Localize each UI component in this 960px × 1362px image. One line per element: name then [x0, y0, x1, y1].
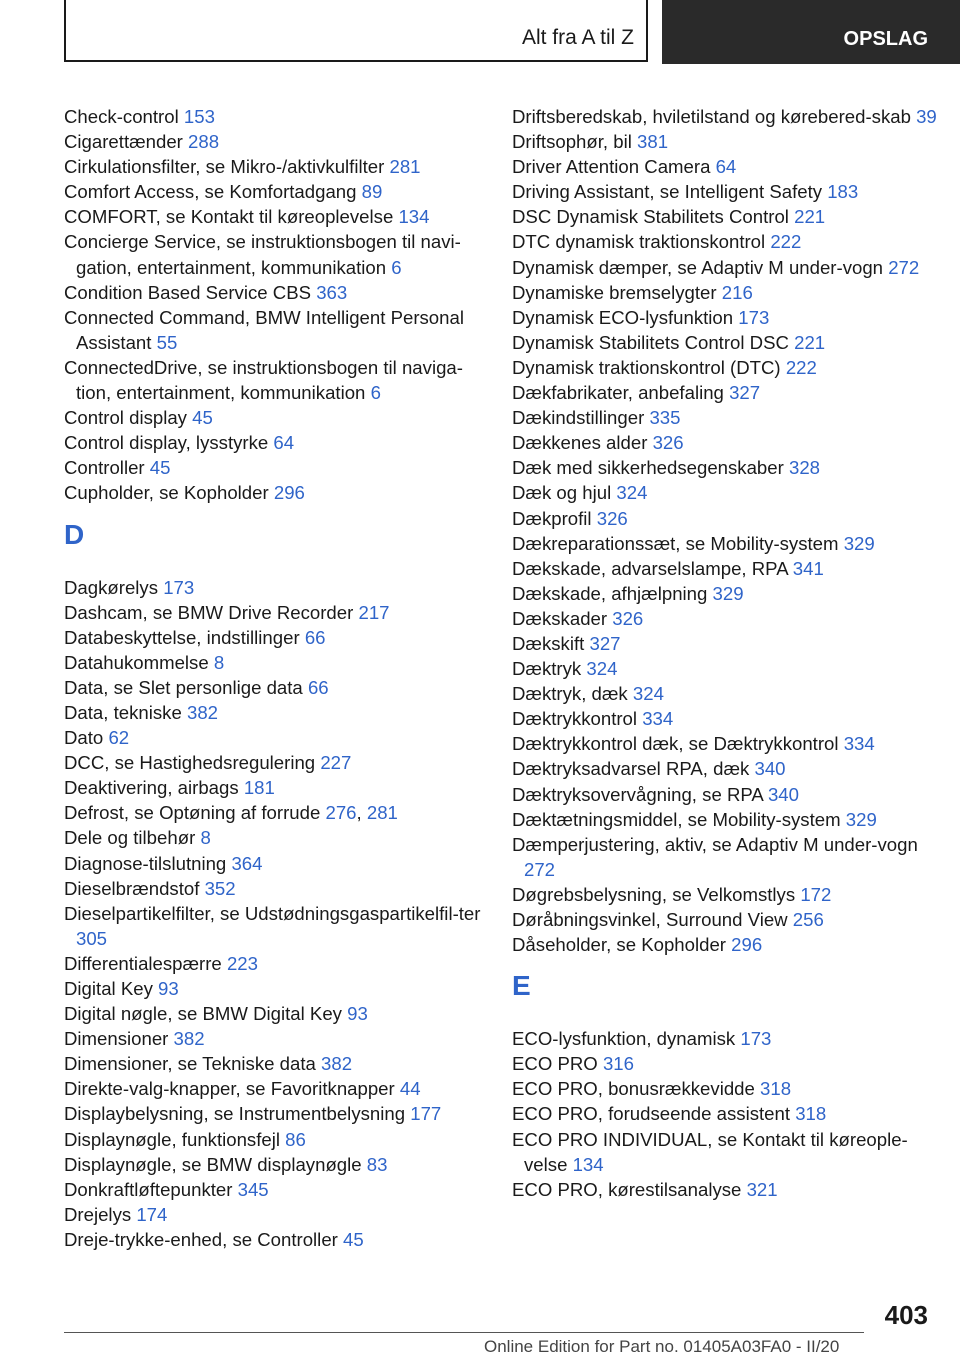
- page-reference-link[interactable]: 324: [586, 658, 618, 680]
- index-entry: [64, 650, 484, 675]
- index-entry: [512, 204, 942, 229]
- page-reference-link[interactable]: 134: [572, 1153, 604, 1175]
- page-reference-link[interactable]: 45: [343, 1228, 364, 1250]
- index-entry-term: Defrost, se Optøning af forrude: [64, 802, 321, 824]
- index-entry-term: Dækfabrikater, anbefaling: [512, 382, 724, 404]
- page-reference-link[interactable]: 329: [843, 532, 875, 554]
- index-entry: [512, 832, 942, 882]
- index-entry-term: Differentialespærre: [64, 952, 222, 974]
- index-entry-term: Dimensioner: [64, 1028, 169, 1050]
- index-entry-term: Dæmperjustering, aktiv, se Adaptiv M under‐vogn: [512, 833, 918, 855]
- index-entry: [512, 330, 942, 355]
- page-reference-link[interactable]: 318: [760, 1078, 792, 1100]
- index-entry: [64, 179, 484, 204]
- index-entry-term: Driftsberedskab, hviletilstand og kørebered‐skab: [512, 106, 911, 127]
- index-entry: [512, 455, 942, 480]
- page-reference-link[interactable]: 227: [320, 752, 352, 774]
- index-entry-term: Comfort Access, se Komfortadgang: [64, 181, 357, 203]
- index-entry-term: Dækreparationssæt, se Mobility-system: [512, 532, 839, 554]
- page-reference-link[interactable]: 288: [188, 131, 220, 153]
- index-entry: [64, 1026, 484, 1051]
- page-reference-link[interactable]: 340: [767, 783, 799, 805]
- index-entry: [512, 480, 942, 505]
- page-reference-link[interactable]: 8: [213, 651, 225, 673]
- page-reference-link[interactable]: 222: [785, 356, 817, 378]
- page-reference-link[interactable]: 335: [649, 407, 681, 429]
- index-entry: [512, 756, 942, 781]
- index-entry-term: COMFORT, se Kontakt til køreoplevelse: [64, 206, 394, 228]
- page-reference-link[interactable]: 134: [398, 206, 430, 228]
- index-entry: [64, 204, 484, 229]
- page-reference-link[interactable]: 316: [602, 1053, 634, 1075]
- page-reference-link[interactable]: 6: [391, 256, 402, 278]
- index-entry-term: Dagkørelys: [64, 576, 159, 598]
- page-reference-link[interactable]: 221: [794, 206, 826, 228]
- page-reference-link[interactable]: 39: [916, 106, 937, 127]
- index-entry-term: Dæk og hjul: [512, 482, 612, 504]
- page-reference-link[interactable]: 381: [637, 131, 669, 153]
- index-entry: [64, 355, 484, 405]
- index-entry: [64, 280, 484, 305]
- index-entry-term: Cirkulationsfilter, se Mikro-/aktivkulfilter: [64, 156, 385, 178]
- index-entry-term: Dæk med sikkerhedsegenskaber: [512, 457, 784, 479]
- index-entry-term: Dæktrykkontrol dæk, se Dæktrykkontrol: [512, 733, 839, 755]
- index-entry: [512, 179, 942, 204]
- index-entry-term: Data, se Slet personlige data: [64, 676, 303, 698]
- index-entry-term: Drejelys: [64, 1203, 132, 1225]
- index-entry-term: Driftsophør, bil: [512, 131, 632, 153]
- header-chapter-tab: [662, 0, 960, 64]
- index-entry: [512, 1026, 942, 1051]
- index-entry: [64, 775, 484, 800]
- index-entry-term: Dækskader: [512, 607, 608, 629]
- page-reference-link[interactable]: 181: [243, 777, 275, 799]
- index-entry: [64, 825, 484, 850]
- page-reference-link[interactable]: 64: [715, 156, 737, 178]
- index-entry-term: Displaynøgle, funktionsfejl: [64, 1128, 280, 1150]
- index-entry: [512, 1177, 942, 1202]
- index-entry-term: Dækskade, afhjælpning: [512, 582, 708, 604]
- index-entry: [512, 305, 942, 330]
- index-entry: [64, 976, 484, 1001]
- index-entry-term: Dækskade, advarselslampe, RPA: [512, 557, 788, 579]
- index-entry-term: Dieselpartikelfilter, se Udstødningsgaspartikelfil‐ter: [64, 902, 481, 924]
- page-reference-link[interactable]: 6: [370, 382, 381, 404]
- index-entry-term: DSC Dynamisk Stabilitets Control: [512, 206, 789, 228]
- index-entry: [64, 455, 484, 480]
- index-entry-term: Dækskift: [512, 632, 585, 654]
- index-entry: [512, 731, 942, 756]
- index-entry: [512, 581, 942, 606]
- page-reference-link[interactable]: 66: [304, 626, 326, 648]
- page-reference-link[interactable]: 83: [366, 1153, 388, 1175]
- index-entry: [64, 600, 484, 625]
- index-entry-term: Data, tekniske: [64, 701, 182, 723]
- index-entry-term: Concierge Service, se instruktionsbogen til navi‐gation, entertainment, kommunikation: [64, 231, 461, 278]
- index-entry: [512, 1101, 942, 1126]
- index-entry: [512, 355, 942, 380]
- index-entry-term: Dynamisk ECO-lysfunktion: [512, 306, 734, 328]
- index-entry: [512, 631, 942, 656]
- index-entry-term: Dæktryksadvarsel RPA, dæk: [512, 758, 750, 780]
- page-reference-link[interactable]: 256: [792, 909, 824, 930]
- index-entry: [64, 430, 484, 455]
- index-entry-term: Displaybelysning, se Instrumentbelysning: [64, 1103, 406, 1125]
- index-entry-term: Dæktrykkontrol: [512, 708, 638, 730]
- page-reference-link[interactable]: 329: [712, 582, 744, 604]
- index-entry: [64, 876, 484, 901]
- index-entry-term: Dæktætningsmiddel, se Mobility-system: [512, 808, 841, 830]
- page-reference-link[interactable]: 345: [237, 1178, 269, 1200]
- index-entry-term: Cigarettænder: [64, 131, 183, 153]
- index-entry: [64, 1076, 484, 1101]
- page-reference-link[interactable]: 382: [187, 701, 219, 723]
- index-entry-term: Dato: [64, 727, 104, 749]
- index-entry: [512, 932, 942, 957]
- index-entry: [512, 656, 942, 681]
- index-entry: [64, 700, 484, 725]
- footer-divider: [64, 1332, 864, 1333]
- page-reference-link[interactable]: 324: [632, 683, 664, 705]
- page-reference-link[interactable]: 382: [321, 1053, 353, 1075]
- index-entry: [512, 154, 942, 179]
- index-entry: [64, 750, 484, 775]
- index-entry: [64, 725, 484, 750]
- index-entry: [512, 430, 942, 455]
- index-entry: [512, 405, 942, 430]
- index-entry: [64, 129, 484, 154]
- page-reference-link[interactable]: 177: [410, 1103, 442, 1125]
- index-entry-term: Digital Key: [64, 978, 153, 999]
- index-entry: [64, 305, 484, 355]
- index-entry-term: Databeskyttelse, indstillinger: [64, 626, 300, 648]
- index-entry: [64, 480, 484, 505]
- index-entry-term: Dynamisk traktionskontrol (DTC): [512, 356, 781, 378]
- index-entry: [64, 675, 484, 700]
- page-reference-link[interactable]: 8: [200, 827, 211, 849]
- page-reference-link[interactable]: 340: [754, 758, 786, 780]
- index-entry-term: Dåseholder, se Kopholder: [512, 934, 726, 956]
- index-entry: [64, 1227, 484, 1252]
- index-letter-heading: E: [512, 970, 531, 1002]
- header-chapter-title: OPSLAG: [843, 28, 928, 50]
- index-entry-term: Controller: [64, 457, 145, 479]
- index-entry: [512, 104, 942, 129]
- index-entry-term: Cupholder, se Kopholder: [64, 482, 269, 504]
- page-reference-link[interactable]: 281: [389, 156, 421, 178]
- page-reference-link[interactable]: 328: [788, 457, 821, 479]
- index-entry-term: Dækindstillinger: [512, 407, 645, 429]
- index-entry-term: Dækprofil: [512, 507, 592, 529]
- index-entry: [64, 1152, 484, 1177]
- page-reference-link[interactable]: 326: [612, 607, 644, 629]
- page-reference-link[interactable]: 55: [156, 331, 178, 353]
- index-entry: [64, 104, 484, 129]
- index-entry-term: Dashcam, se BMW Drive Recorder: [64, 601, 354, 623]
- index-entry-term: Connected Command, BMW Intelligent Personal Assistant: [64, 306, 464, 353]
- page-reference-link[interactable]: 321: [746, 1178, 778, 1200]
- index-entry-term: Dynamiske bremselygter: [512, 281, 717, 303]
- header-section-title: Alt fra A til Z: [521, 26, 634, 49]
- page-reference-link[interactable]: 89: [361, 181, 383, 203]
- page-reference-link[interactable]: 327: [729, 382, 761, 404]
- index-entry: [512, 1076, 942, 1101]
- index-entry-term: Dimensioner, se Tekniske data: [64, 1053, 316, 1075]
- index-entry-term: Dækkenes alder: [512, 432, 648, 454]
- index-entry-term: Dreje-trykke-enhed, se Controller: [64, 1228, 338, 1250]
- page-reference-link[interactable]: 93: [347, 1003, 368, 1025]
- page-reference-link[interactable]: 45: [192, 407, 213, 429]
- index-entry: [512, 129, 942, 154]
- page-reference-link[interactable]: 326: [596, 507, 628, 529]
- index-entry-term: ECO PRO, kørestilsanalyse: [512, 1178, 742, 1200]
- index-entry: [512, 556, 942, 581]
- page-reference-link[interactable]: 296: [273, 482, 305, 504]
- index-entry-term: Dæktryksovervågning, se RPA: [512, 783, 763, 805]
- index-entry: [64, 405, 484, 430]
- page-reference-link[interactable]: 66: [307, 676, 329, 698]
- page-reference-link[interactable]: 173: [738, 306, 770, 328]
- index-entry-term: ECO PRO: [512, 1053, 598, 1075]
- index-entry: [512, 531, 942, 556]
- index-entry-term: Displaynøgle, se BMW displaynøgle: [64, 1153, 362, 1175]
- index-entry: [64, 1202, 484, 1227]
- index-entry-term: Direkte-valg-knapper, se Favoritknapper: [64, 1078, 395, 1100]
- index-entry: [512, 706, 942, 731]
- index-entry-term: Dynamisk dæmper, se Adaptiv M under‐vogn: [512, 256, 884, 278]
- index-entry: [64, 1001, 484, 1026]
- index-letter-heading: D: [64, 518, 85, 550]
- page-reference-link[interactable]: 272: [524, 858, 556, 880]
- index-entry: [512, 380, 942, 405]
- index-entry: [512, 506, 942, 531]
- page-reference-link[interactable]: 334: [843, 733, 875, 755]
- index-entry: [512, 782, 942, 807]
- page-reference-link[interactable]: 62: [108, 727, 130, 749]
- page-reference-link[interactable]: 324: [616, 482, 648, 504]
- page-reference-link[interactable]: 217: [358, 601, 390, 623]
- index-entry-term: Dele og tilbehør: [64, 827, 196, 849]
- page-reference-link[interactable]: 364: [231, 852, 263, 874]
- index-entry-term: Digital nøgle, se BMW Digital Key: [64, 1003, 342, 1025]
- page-reference-link[interactable]: 276: [325, 802, 357, 824]
- page-reference-link[interactable]: 173: [163, 576, 195, 598]
- page-reference-link[interactable]: 174: [136, 1203, 168, 1225]
- index-entry-term: Datahukommelse: [64, 651, 209, 673]
- page-reference-link[interactable]: 327: [589, 632, 621, 654]
- index-entry-term: Driving Assistant, se Intelligent Safety: [512, 181, 823, 203]
- index-entry: [64, 229, 484, 279]
- page-reference-link[interactable]: 222: [770, 231, 802, 253]
- index-entry: [64, 1127, 484, 1152]
- page-reference-link[interactable]: 341: [792, 557, 824, 579]
- index-entry: [512, 907, 942, 932]
- index-entry: [64, 901, 484, 951]
- index-entry: [64, 625, 484, 650]
- index-entry-term: Deaktivering, airbags: [64, 777, 239, 799]
- index-entry: [512, 255, 942, 280]
- index-entry-term: Dynamisk Stabilitets Control DSC: [512, 331, 789, 353]
- index-entry: [512, 1127, 942, 1177]
- index-entry-term: Driver Attention Camera: [512, 156, 711, 178]
- index-entry: [512, 229, 942, 254]
- page-reference-link[interactable]: 221: [794, 331, 826, 353]
- index-entry-term: Dæktryk: [512, 658, 582, 680]
- index-entry-term: Døråbningsvinkel, Surround View: [512, 909, 788, 930]
- index-entry-term: ConnectedDrive, se instruktionsbogen til naviga‐tion, entertainment, kommunikation: [64, 356, 463, 404]
- index-entry: [512, 1051, 942, 1076]
- page-reference-link[interactable]: 93: [158, 978, 179, 999]
- page-reference-link[interactable]: 363: [316, 281, 348, 303]
- page-reference-link[interactable]: 172: [800, 883, 832, 905]
- index-entry: [64, 1177, 484, 1202]
- index-entry: [64, 154, 484, 179]
- index-entry-term: Diagnose-tilslutning: [64, 852, 227, 874]
- index-entry-term: ECO-lysfunktion, dynamisk: [512, 1028, 736, 1050]
- index-entry: [512, 606, 942, 631]
- page-reference-link[interactable]: 272: [888, 256, 920, 278]
- page-reference-link[interactable]: 296: [731, 934, 763, 956]
- index-entry: [512, 807, 942, 832]
- index-entry: [512, 882, 942, 907]
- page-reference-link[interactable]: 45: [149, 457, 171, 479]
- index-entry: [512, 681, 942, 706]
- page-reference-link[interactable]: 326: [652, 432, 684, 454]
- page-reference-link[interactable]: 183: [827, 181, 859, 203]
- index-entry-term: Dieselbrændstof: [64, 877, 200, 899]
- index-entry-term: Døgrebsbelysning, se Velkomstlys: [512, 883, 796, 905]
- index-entry: [64, 851, 484, 876]
- index-entry-term: Condition Based Service CBS: [64, 281, 312, 303]
- page-reference-link[interactable]: 305: [76, 927, 108, 949]
- page-reference-link[interactable]: 173: [740, 1028, 772, 1050]
- index-column-right: [512, 104, 942, 1202]
- index-entry-term: Dæktryk, dæk: [512, 683, 628, 705]
- page-number: 403: [884, 1300, 928, 1330]
- page-reference-link[interactable]: 44: [399, 1078, 421, 1100]
- index-entry-term: DCC, se Hastighedsregulering: [64, 752, 316, 774]
- page-reference-link[interactable]: 334: [642, 708, 674, 730]
- index-entry: [64, 575, 484, 600]
- page-reference-link[interactable]: 281: [366, 802, 398, 824]
- index-entry-term: ECO PRO, forudseende assistent: [512, 1103, 791, 1125]
- page-reference-link[interactable]: 223: [226, 952, 258, 974]
- footer-edition: Online Edition for Part no. 01405A03FA0 - II/20: [484, 1337, 840, 1356]
- index-entry-term: Control display, lysstyrke: [64, 432, 269, 454]
- index-entry: [64, 1101, 484, 1126]
- page-reference-link[interactable]: 153: [183, 106, 215, 127]
- index-entry: Defrost, se Optøning af forrude 276, 281: [64, 802, 398, 824]
- page-reference-link[interactable]: 64: [273, 432, 295, 454]
- page-reference-link[interactable]: 352: [204, 877, 236, 899]
- page-reference-link[interactable]: 382: [173, 1028, 205, 1050]
- index-entry-term: ECO PRO, bonusrækkevidde: [512, 1078, 755, 1100]
- index-entry: [512, 280, 942, 305]
- page-reference-link[interactable]: 86: [285, 1128, 306, 1150]
- index-column-left: [64, 104, 484, 1252]
- index-entry: [64, 1051, 484, 1076]
- page-reference-link[interactable]: 216: [721, 281, 753, 303]
- index-entry: [64, 951, 484, 976]
- index-entry-term: Control display: [64, 407, 187, 429]
- page-reference-link[interactable]: 329: [845, 808, 877, 830]
- index-entry-term: DTC dynamisk traktionskontrol: [512, 231, 766, 253]
- page-reference-link[interactable]: 318: [795, 1103, 827, 1125]
- index-entry-term: Donkraftløftepunkter: [64, 1178, 233, 1200]
- index-entry-term: Check-control: [64, 106, 179, 127]
- index-entry-term: ECO PRO INDIVIDUAL, se Kontakt til køreople‐velse: [512, 1128, 908, 1175]
